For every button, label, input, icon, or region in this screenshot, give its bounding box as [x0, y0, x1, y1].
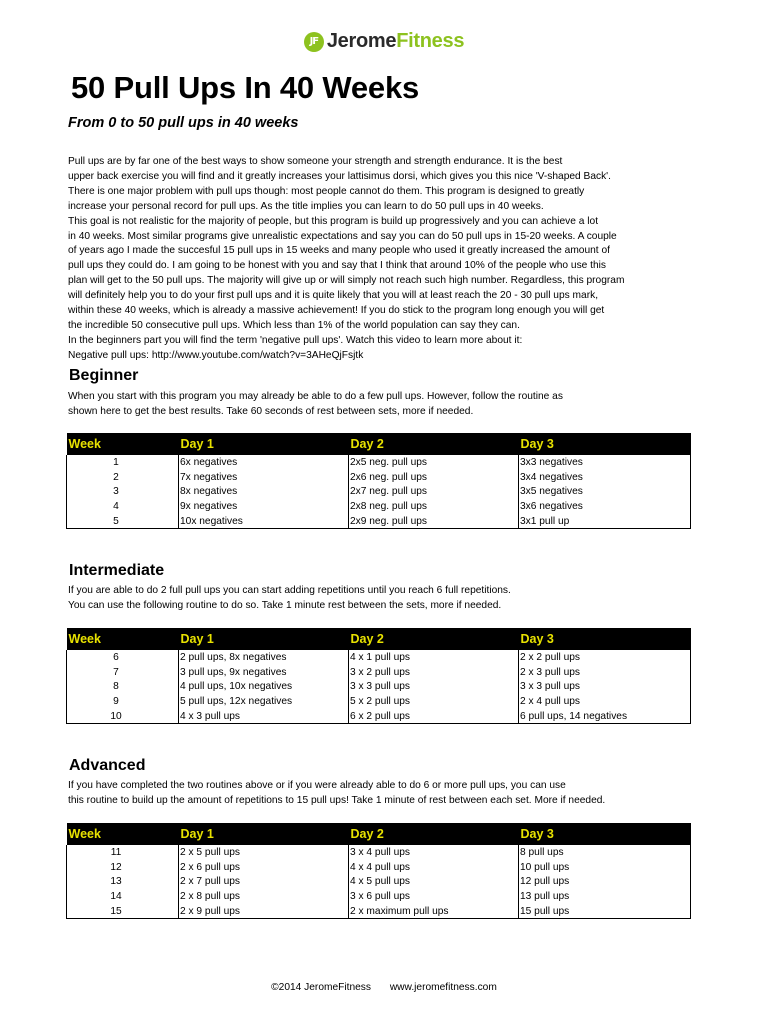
intro-line: pull ups they could do. I am going to be honest with you and say that I think that around 10% of the people who use this: [68, 260, 607, 272]
advanced-heading: Advanced: [69, 757, 146, 774]
footer-copyright: ©2014 JeromeFitness: [271, 982, 371, 993]
day-cell: 3 x 3 pull ups: [519, 680, 691, 695]
table-header-row: [67, 628, 691, 650]
column-header: Week: [67, 823, 179, 845]
day-cell: 3x5 negatives: [519, 485, 691, 500]
intermediate-heading: Intermediate: [69, 562, 165, 579]
intro-line: will definitely help you to do your first pull ups and it is quite likely that you will at least reach the 20 - 30 pull ups mark,: [68, 290, 599, 302]
day-cell: 3 x 2 pull ups: [349, 665, 519, 680]
week-cell: 14: [67, 889, 179, 904]
day-cell: 2x5 neg. pull ups: [349, 455, 519, 470]
table-row: [67, 650, 691, 665]
logo-badge-icon: JF: [304, 32, 324, 52]
day-cell: 3 x 6 pull ups: [349, 889, 519, 904]
week-cell: 15: [67, 904, 179, 919]
footer-website: www.jeromefitness.com: [389, 982, 497, 993]
intro-line: within these 40 weeks, which is already a massive achievement! If you do stick to the program long enough you will get: [68, 305, 605, 317]
day-cell: 10 pull ups: [519, 860, 691, 875]
column-header: Day 2: [349, 433, 519, 455]
table-row: [67, 514, 691, 529]
day-cell: 3 x 4 pull ups: [349, 845, 519, 860]
day-cell: 4 x 5 pull ups: [349, 875, 519, 890]
day-cell: 9x negatives: [179, 499, 349, 514]
day-cell: 2 x 8 pull ups: [179, 889, 349, 904]
brand-logo: [0, 30, 768, 53]
advanced-description: [68, 778, 708, 808]
page-footer: [0, 982, 768, 993]
week-cell: 1: [67, 455, 179, 470]
column-header: Day 3: [519, 433, 691, 455]
page-title: 50 Pull Ups In 40 Weeks: [71, 70, 420, 105]
day-cell: 4 x 3 pull ups: [179, 709, 349, 724]
table-row: [67, 860, 691, 875]
table-row: [67, 470, 691, 485]
table-header-row: [67, 433, 691, 455]
day-cell: 2 x 3 pull ups: [519, 665, 691, 680]
beginner-table: [66, 433, 691, 529]
week-cell: 13: [67, 875, 179, 890]
description-line: shown here to get the best results. Take 60 seconds of rest between sets, more if needed.: [68, 406, 474, 417]
table-row: [67, 455, 691, 470]
intermediate-table: [66, 628, 691, 724]
table-row: [67, 499, 691, 514]
day-cell: 5 pull ups, 12x negatives: [179, 694, 349, 709]
column-header: Day 3: [519, 823, 691, 845]
day-cell: 13 pull ups: [519, 889, 691, 904]
logo-name-part-1: Jerome: [326, 30, 397, 52]
day-cell: 8 pull ups: [519, 845, 691, 860]
column-header: Week: [67, 628, 179, 650]
table-row: [67, 665, 691, 680]
day-cell: 3x3 negatives: [519, 455, 691, 470]
week-cell: 6: [67, 650, 179, 665]
day-cell: 4 x 1 pull ups: [349, 650, 519, 665]
intro-line: of years ago I made the succesful 15 pull ups in 15 weeks and many people who used it greatly increased the amount of: [68, 245, 610, 257]
intro-line: the incredible 50 consecutive pull ups. Which less than 1% of the world population can say they can.: [68, 319, 520, 331]
week-cell: 12: [67, 860, 179, 875]
table-row: [67, 904, 691, 919]
intro-line: Pull ups are by far one of the best ways to show someone your strength and strength endurance. It is the best: [68, 156, 563, 167]
day-cell: 3x4 negatives: [519, 470, 691, 485]
intro-line: in 40 weeks. Most similar programs give unrealistic expectations and say you can do 50 pull ups in 15-20 weeks. A couple: [68, 230, 617, 242]
week-cell: 3: [67, 485, 179, 500]
table-row: [67, 680, 691, 695]
day-cell: 2 x 7 pull ups: [179, 875, 349, 890]
day-cell: 3 pull ups, 9x negatives: [179, 665, 349, 680]
column-header: Day 1: [179, 628, 349, 650]
week-cell: 9: [67, 694, 179, 709]
week-cell: 7: [67, 665, 179, 680]
day-cell: 6x negatives: [179, 455, 349, 470]
day-cell: 2 x 9 pull ups: [179, 904, 349, 919]
intro-paragraph: [68, 155, 708, 364]
day-cell: 2 x 2 pull ups: [519, 650, 691, 665]
day-cell: 4 x 4 pull ups: [349, 860, 519, 875]
week-cell: 8: [67, 680, 179, 695]
week-cell: 11: [67, 845, 179, 860]
day-cell: 7x negatives: [179, 470, 349, 485]
table-row: [67, 875, 691, 890]
intro-line: In the beginners part you will find the term 'negative pull ups'. Watch this video to learn more about it:: [68, 334, 523, 346]
description-line: this routine to build up the amount of repetitions to 15 pull ups! Take 1 minute of rest between each set. More if needed.: [68, 795, 606, 806]
table-row: [67, 709, 691, 724]
beginner-heading: Beginner: [69, 367, 139, 384]
logo-name-part-2: Fitness: [396, 30, 465, 52]
week-cell: 4: [67, 499, 179, 514]
intro-line: Negative pull ups: http://www.youtube.com/watch?v=3AHeQjFsjtk: [68, 349, 364, 361]
day-cell: 3x1 pull up: [519, 514, 691, 529]
day-cell: 12 pull ups: [519, 875, 691, 890]
column-header: Day 2: [349, 628, 519, 650]
intermediate-description: [68, 583, 708, 613]
intro-line: plan will get to the 50 pull ups. The majority will give up or will simply not reach such high number. Regardless, this program: [68, 275, 625, 287]
intro-line: upper back exercise you will find and it greatly increases your lattisimus dorsi, which gives you this nice 'V-shaped Back'.: [68, 170, 611, 182]
day-cell: 3 x 3 pull ups: [349, 680, 519, 695]
intro-line: There is one major problem with pull ups though: most people cannot do them. This program is designed to greatly: [68, 185, 585, 197]
day-cell: 2 x maximum pull ups: [349, 904, 519, 919]
week-cell: 5: [67, 514, 179, 529]
column-header: Week: [67, 433, 179, 455]
description-line: You can use the following routine to do so. Take 1 minute rest between the sets, more if needed.: [68, 600, 502, 611]
column-header: Day 1: [179, 433, 349, 455]
table-row: [67, 845, 691, 860]
intro-line: This goal is not realistic for the majority of people, but this program is build up progressively and you can achieve a lot: [68, 215, 599, 227]
column-header: Day 3: [519, 628, 691, 650]
week-cell: 2: [67, 470, 179, 485]
day-cell: 6 pull ups, 14 negatives: [519, 709, 691, 724]
day-cell: 8x negatives: [179, 485, 349, 500]
day-cell: 2x7 neg. pull ups: [349, 485, 519, 500]
advanced-table: [66, 823, 691, 919]
day-cell: 5 x 2 pull ups: [349, 694, 519, 709]
day-cell: 4 pull ups, 10x negatives: [179, 680, 349, 695]
day-cell: 2x6 neg. pull ups: [349, 470, 519, 485]
page-subtitle: From 0 to 50 pull ups in 40 weeks: [68, 115, 299, 131]
day-cell: 2x9 neg. pull ups: [349, 514, 519, 529]
day-cell: 2 x 4 pull ups: [519, 694, 691, 709]
logo-wordmark: [327, 30, 464, 53]
table-row: [67, 485, 691, 500]
day-cell: 10x negatives: [179, 514, 349, 529]
table-row: [67, 694, 691, 709]
day-cell: 2 x 6 pull ups: [179, 860, 349, 875]
column-header: Day 2: [349, 823, 519, 845]
column-header: Day 1: [179, 823, 349, 845]
description-line: When you start with this program you may already be able to do a few pull ups. However, follow the routine as: [68, 391, 563, 402]
description-line: If you have completed the two routines above or if you were already able to do 6 or more pull ups, you can use: [68, 780, 566, 791]
table-row: [67, 889, 691, 904]
table-header-row: [67, 823, 691, 845]
day-cell: 2 x 5 pull ups: [179, 845, 349, 860]
day-cell: 2 pull ups, 8x negatives: [179, 650, 349, 665]
day-cell: 3x6 negatives: [519, 499, 691, 514]
day-cell: 2x8 neg. pull ups: [349, 499, 519, 514]
week-cell: 10: [67, 709, 179, 724]
beginner-description: [68, 389, 708, 419]
day-cell: 15 pull ups: [519, 904, 691, 919]
description-line: If you are able to do 2 full pull ups you can start adding repetitions until you reach 6 full repetitions.: [68, 585, 511, 596]
day-cell: 6 x 2 pull ups: [349, 709, 519, 724]
intro-line: increase your personal record for pull ups. As the title implies you can learn to do 50 pull ups in 40 weeks.: [68, 200, 544, 212]
